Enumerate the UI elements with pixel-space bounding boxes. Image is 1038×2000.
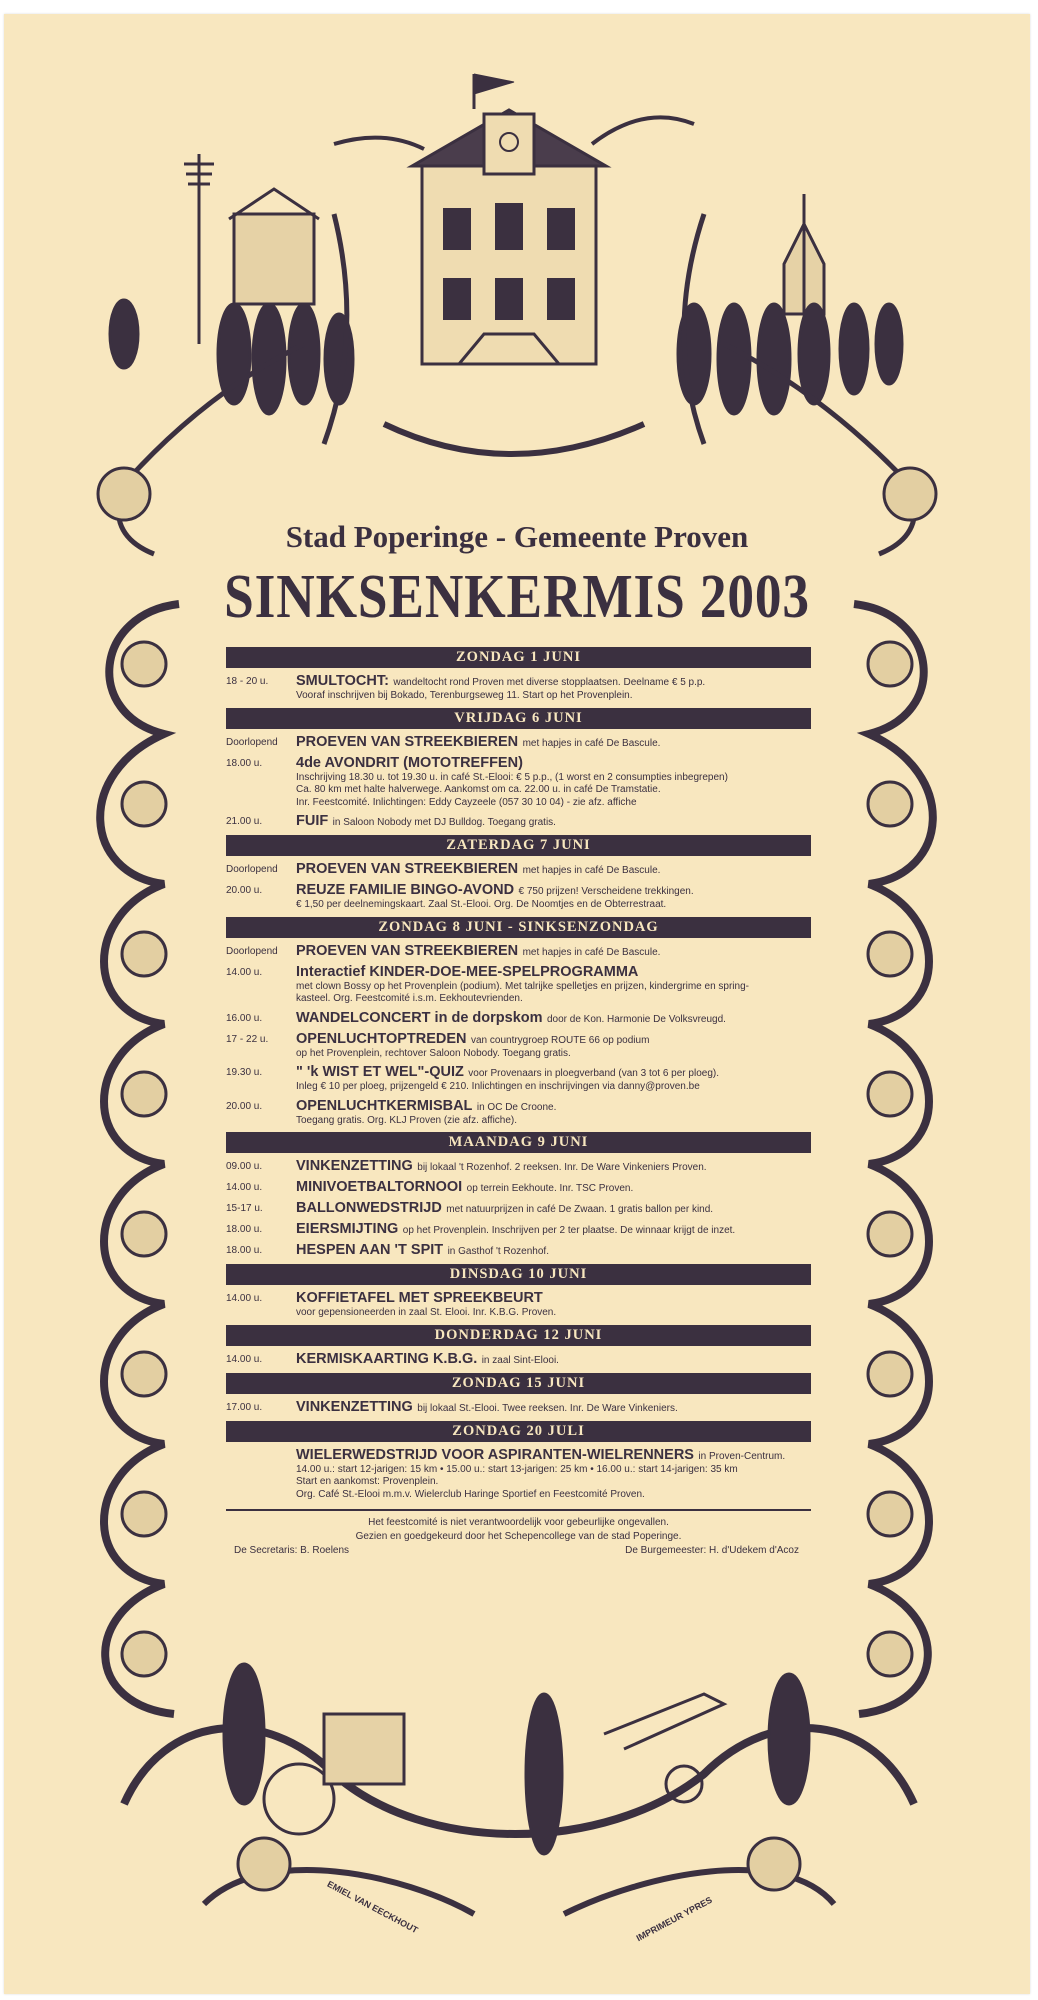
- event-headline: [296, 1241, 811, 1259]
- event-name: KOFFIETAFEL MET SPREEKBEURT: [296, 1290, 543, 1306]
- printer-credit: IMPRIMEUR YPRES: [634, 1894, 714, 1944]
- event-description: van countrygroep ROUTE 66 op podium: [470, 1034, 650, 1046]
- event-detail-line: Inleg € 10 per ploeg, prijzengeld € 210. Inlichtingen en inschrijvingen via danny@proven.be: [296, 1081, 700, 1092]
- event-detail-line: voor gepensioneerden in zaal St. Elooi. Inr. K.B.G. Proven.: [296, 1307, 557, 1318]
- event-headline: [296, 942, 811, 960]
- day-section: [226, 835, 811, 912]
- day-header: ZONDAG 20 JULI: [226, 1421, 811, 1442]
- day-header: MAANDAG 9 JUNI: [226, 1132, 811, 1153]
- event-details: [296, 1464, 811, 1502]
- event-body: [296, 1097, 811, 1128]
- event-body: [296, 1241, 811, 1259]
- event-body: [296, 672, 811, 703]
- event-name: Interactief KINDER-DOE-MEE-SPELPROGRAMMA: [296, 963, 639, 980]
- event-body: [296, 1063, 811, 1094]
- event-time: 18.00 u.: [226, 757, 263, 769]
- day-section: [226, 1132, 811, 1259]
- event-headline: [296, 881, 811, 899]
- event-body: [296, 1178, 811, 1196]
- event-name: OPENLUCHTOPTREDEN: [296, 1030, 467, 1047]
- event-details: [296, 899, 811, 912]
- event-detail-line: Toegang gratis. Org. KLJ Proven (zie afz. affiche).: [296, 1114, 518, 1126]
- event-name: PROEVEN VAN STREEKBIEREN: [296, 733, 519, 750]
- event-row: [226, 754, 811, 810]
- poster-subtitle: Stad Poperinge - Gemeente Proven: [285, 519, 749, 554]
- event-row: [226, 812, 811, 830]
- event-headline: [296, 672, 811, 690]
- crowd-left-illustration: [110, 154, 353, 414]
- event-headline: [296, 1398, 811, 1416]
- event-description: bij lokaal 't Rozenhof. 2 reeksen. Inr. De Ware Vinkeniers Proven.: [417, 1162, 707, 1173]
- day-section: [226, 1325, 811, 1368]
- event-time: 20.00 u.: [226, 885, 263, 896]
- event-name: 4de AVONDRIT (MOTOTREFFEN): [296, 754, 523, 771]
- event-name: KERMISKAARTING K.B.G.: [296, 1350, 478, 1367]
- event-row: [226, 1220, 811, 1238]
- event-description: met hapjes in café De Bascule.: [522, 946, 661, 958]
- event-row: [226, 1398, 811, 1416]
- day-section: [226, 917, 811, 1128]
- program-list: [226, 642, 811, 1556]
- event-row: [226, 1178, 811, 1196]
- event-description: met hapjes in café De Bascule.: [522, 865, 661, 876]
- event-headline: [296, 1030, 811, 1048]
- town-hall-illustration: [334, 74, 694, 364]
- event-body: [296, 1446, 811, 1502]
- event-detail-line: Ca. 80 km met halte halverwege. Aankomst om ca. 22.00 u. in café De Tramstatie.: [296, 784, 661, 795]
- event-time: Doorlopend: [226, 864, 278, 875]
- event-headline: [296, 1063, 811, 1081]
- event-time: [226, 1446, 296, 1502]
- event-detail-line: 14.00 u.: start 12-jarigen: 15 km • 15.00 u.: start 13-jarigen: 25 km • 16.00 u.: start 14-jarigen: 35 km: [296, 1463, 738, 1475]
- event-time: 09.00 u.: [226, 1161, 263, 1172]
- footer-approval: Gezien en goedgekeurd door het Schepencollege van de stad Poperinge.: [355, 1531, 682, 1542]
- event-description: in Proven-Centrum.: [698, 1450, 786, 1462]
- event-description: in OC De Croone.: [476, 1101, 557, 1113]
- event-details: [296, 690, 811, 703]
- event-body: [296, 1220, 811, 1238]
- event-description: met hapjes in café De Bascule.: [522, 737, 661, 749]
- event-body: [296, 1398, 811, 1416]
- event-description: € 750 prijzen! Verscheidene trekkingen.: [518, 886, 694, 897]
- bottom-scene-illustration: [124, 1664, 914, 1914]
- event-description: op terrein Eekhoute. Inr. TSC Proven.: [466, 1183, 634, 1194]
- event-description: wandeltocht rond Proven met diverse stopplaatsen. Deelname € 5 p.p.: [393, 677, 706, 688]
- event-time: 17 - 22 u.: [226, 1033, 269, 1045]
- event-details: [296, 772, 811, 810]
- event-headline: [296, 1350, 811, 1368]
- artist-credit: EMIEL VAN EECKHOUT: [325, 1878, 420, 1936]
- event-headline: [296, 754, 811, 772]
- event-details: [296, 1115, 811, 1128]
- event-time: 21.00 u.: [226, 816, 263, 827]
- event-body: [296, 733, 811, 751]
- event-name: WANDELCONCERT in de dorpskom: [296, 1009, 543, 1026]
- event-details: [296, 1048, 811, 1061]
- day-header: DINSDAG 10 JUNI: [226, 1264, 811, 1285]
- event-time: 14.00 u.: [226, 1182, 263, 1193]
- event-row: [226, 672, 811, 703]
- event-body: [296, 1199, 811, 1217]
- poster-title: SINKSENKERMIS 2003: [224, 563, 810, 631]
- event-headline: [296, 1446, 811, 1464]
- day-section: [226, 1264, 811, 1320]
- event-detail-line: Org. Café St.-Elooi m.m.v. Wielerclub Haringe Sportief en Feestcomité Proven.: [296, 1488, 645, 1500]
- event-time: 17.00 u.: [226, 1401, 263, 1413]
- secretary-signature: De Secretaris: B. Roelens: [234, 1545, 350, 1556]
- event-row: [226, 1063, 811, 1094]
- event-name: BALLONWEDSTRIJD: [296, 1200, 442, 1216]
- footer-disclaimer: Het feestcomité is niet verantwoordelijk voor gebeurlijke ongevallen.: [368, 1517, 669, 1528]
- event-headline: [296, 1097, 811, 1115]
- event-time: 16.00 u.: [226, 1012, 263, 1024]
- event-name: MINIVOETBALTORNOOI: [296, 1179, 463, 1195]
- event-description: in Saloon Nobody met DJ Bulldog. Toegang gratis.: [332, 817, 556, 828]
- event-time: 15-17 u.: [226, 1203, 263, 1214]
- event-headline: [296, 963, 811, 981]
- day-section: [226, 1421, 811, 1502]
- day-header: DONDERDAG 12 JUNI: [226, 1325, 811, 1346]
- event-name: SMULTOCHT:: [296, 673, 389, 689]
- day-section: [226, 647, 811, 703]
- event-headline: [296, 733, 811, 751]
- event-detail-line: Inschrijving 18.30 u. tot 19.30 u. in café St.-Elooi: € 5 p.p., (1 worst en 2 consumpties inbegrepen): [296, 771, 728, 783]
- day-header: ZONDAG 15 JUNI: [226, 1373, 811, 1394]
- event-description: in zaal Sint-Elooi.: [481, 1354, 559, 1366]
- event-description: door de Kon. Harmonie De Volksvreugd.: [546, 1013, 726, 1025]
- event-description: voor Provenaars in ploegverband (van 3 tot 6 per ploeg).: [468, 1068, 719, 1079]
- event-headline: [296, 1220, 811, 1238]
- event-name: REUZE FAMILIE BINGO-AVOND: [296, 882, 515, 898]
- day-header: ZONDAG 1 JUNI: [226, 647, 811, 668]
- event-body: [296, 942, 811, 960]
- event-name: PROEVEN VAN STREEKBIEREN: [296, 861, 519, 877]
- event-headline: [296, 812, 811, 830]
- event-detail-line: met clown Bossy op het Provenplein (podium). Met talrijke spelletjes en prijzen, kindergrime en spring-: [296, 980, 749, 992]
- event-body: [296, 1009, 811, 1027]
- event-description: in Gasthof 't Rozenhof.: [447, 1246, 549, 1257]
- day-header: ZATERDAG 7 JUNI: [226, 835, 811, 856]
- event-details: [296, 1307, 811, 1320]
- event-headline: [296, 1157, 811, 1175]
- event-row: [226, 963, 811, 1006]
- event-detail-line: Start en aankomst: Provenplein.: [296, 1476, 439, 1487]
- event-row: [226, 1157, 811, 1175]
- event-row: [226, 860, 811, 878]
- poster: [4, 14, 1030, 1994]
- event-row: [226, 1097, 811, 1128]
- event-time: 14.00 u.: [226, 1293, 263, 1304]
- event-description: op het Provenplein. Inschrijven per 2 ter plaatse. De winnaar krijgt de inzet.: [402, 1225, 736, 1236]
- event-name: EIERSMIJTING: [296, 1221, 399, 1237]
- event-body: [296, 860, 811, 878]
- event-time: 14.00 u.: [226, 1353, 263, 1365]
- event-time: 18.00 u.: [226, 1245, 263, 1256]
- event-row: [226, 942, 811, 960]
- signatories: [226, 1545, 811, 1556]
- day-header: VRIJDAG 6 JUNI: [226, 708, 811, 729]
- event-body: [296, 1289, 811, 1320]
- scroll-border-left: [100, 604, 179, 1714]
- day-header: ZONDAG 8 JUNI - SINKSENZONDAG: [226, 917, 811, 938]
- event-body: [296, 881, 811, 912]
- event-name: VINKENZETTING: [296, 1158, 413, 1174]
- event-row: [226, 1199, 811, 1217]
- event-headline: [296, 1289, 811, 1307]
- event-name: PROEVEN VAN STREEKBIEREN: [296, 942, 519, 959]
- day-section: [226, 1373, 811, 1416]
- event-time: Doorlopend: [226, 945, 278, 957]
- event-headline: [296, 860, 811, 878]
- event-headline: [296, 1009, 811, 1027]
- event-detail-line: kasteel. Org. Feestcomité i.s.m. Eekhoutevrienden.: [296, 993, 523, 1004]
- event-row: [226, 1289, 811, 1320]
- event-detail-line: Inr. Feestcomité. Inlichtingen: Eddy Cayzeele (057 30 10 04) - zie afz. affiche: [296, 796, 637, 808]
- event-details: [296, 981, 811, 1006]
- event-time: 14.00 u.: [226, 966, 263, 978]
- event-row: [226, 1446, 811, 1502]
- event-detail-line: Vooraf inschrijven bij Bokado, Terenburgseweg 11. Start op het Provenplein.: [296, 690, 633, 701]
- event-headline: [296, 1199, 811, 1217]
- event-time: Doorlopend: [226, 736, 278, 748]
- event-body: [296, 1030, 811, 1061]
- event-time: 18.00 u.: [226, 1224, 263, 1235]
- event-name: OPENLUCHTKERMISBAL: [296, 1097, 473, 1114]
- event-row: [226, 1030, 811, 1061]
- mayor-signature: De Burgemeester: H. d'Udekem d'Acoz: [625, 1545, 799, 1556]
- event-name: VINKENZETTING: [296, 1398, 413, 1415]
- event-row: [226, 1009, 811, 1027]
- event-detail-line: op het Provenplein, rechtover Saloon Nobody. Toegang gratis.: [296, 1047, 571, 1059]
- event-time: 18 - 20 u.: [226, 676, 269, 687]
- event-description: met natuurprijzen in café De Zwaan. 1 gratis ballon per kind.: [446, 1204, 714, 1215]
- event-name: " 'k WIST ET WEL"-QUIZ: [296, 1064, 464, 1080]
- event-row: [226, 733, 811, 751]
- event-row: [226, 1350, 811, 1368]
- event-body: [296, 754, 811, 810]
- event-name: FUIF: [296, 813, 329, 829]
- event-body: [296, 1157, 811, 1175]
- event-name: WIELERWEDSTRIJD VOOR ASPIRANTEN-WIELRENNERS: [296, 1446, 694, 1463]
- scroll-border-right: [854, 604, 933, 1714]
- event-body: [296, 812, 811, 830]
- event-row: [226, 881, 811, 912]
- event-detail-line: € 1,50 per deelnemingskaart. Zaal St.-Elooi. Org. De Noomtjes en de Obterrestraat.: [296, 899, 667, 910]
- event-time: 20.00 u.: [226, 1100, 263, 1112]
- day-section: [226, 708, 811, 831]
- event-name: HESPEN AAN 'T SPIT: [296, 1242, 444, 1258]
- event-headline: [296, 1178, 811, 1196]
- event-time: 19.30 u.: [226, 1067, 263, 1078]
- event-details: [296, 1081, 811, 1094]
- event-row: [226, 1241, 811, 1259]
- event-body: [296, 963, 811, 1006]
- event-body: [296, 1350, 811, 1368]
- footer-divider: [226, 1509, 811, 1511]
- event-description: bij lokaal St.-Elooi. Twee reeksen. Inr. De Ware Vinkeniers.: [417, 1402, 678, 1414]
